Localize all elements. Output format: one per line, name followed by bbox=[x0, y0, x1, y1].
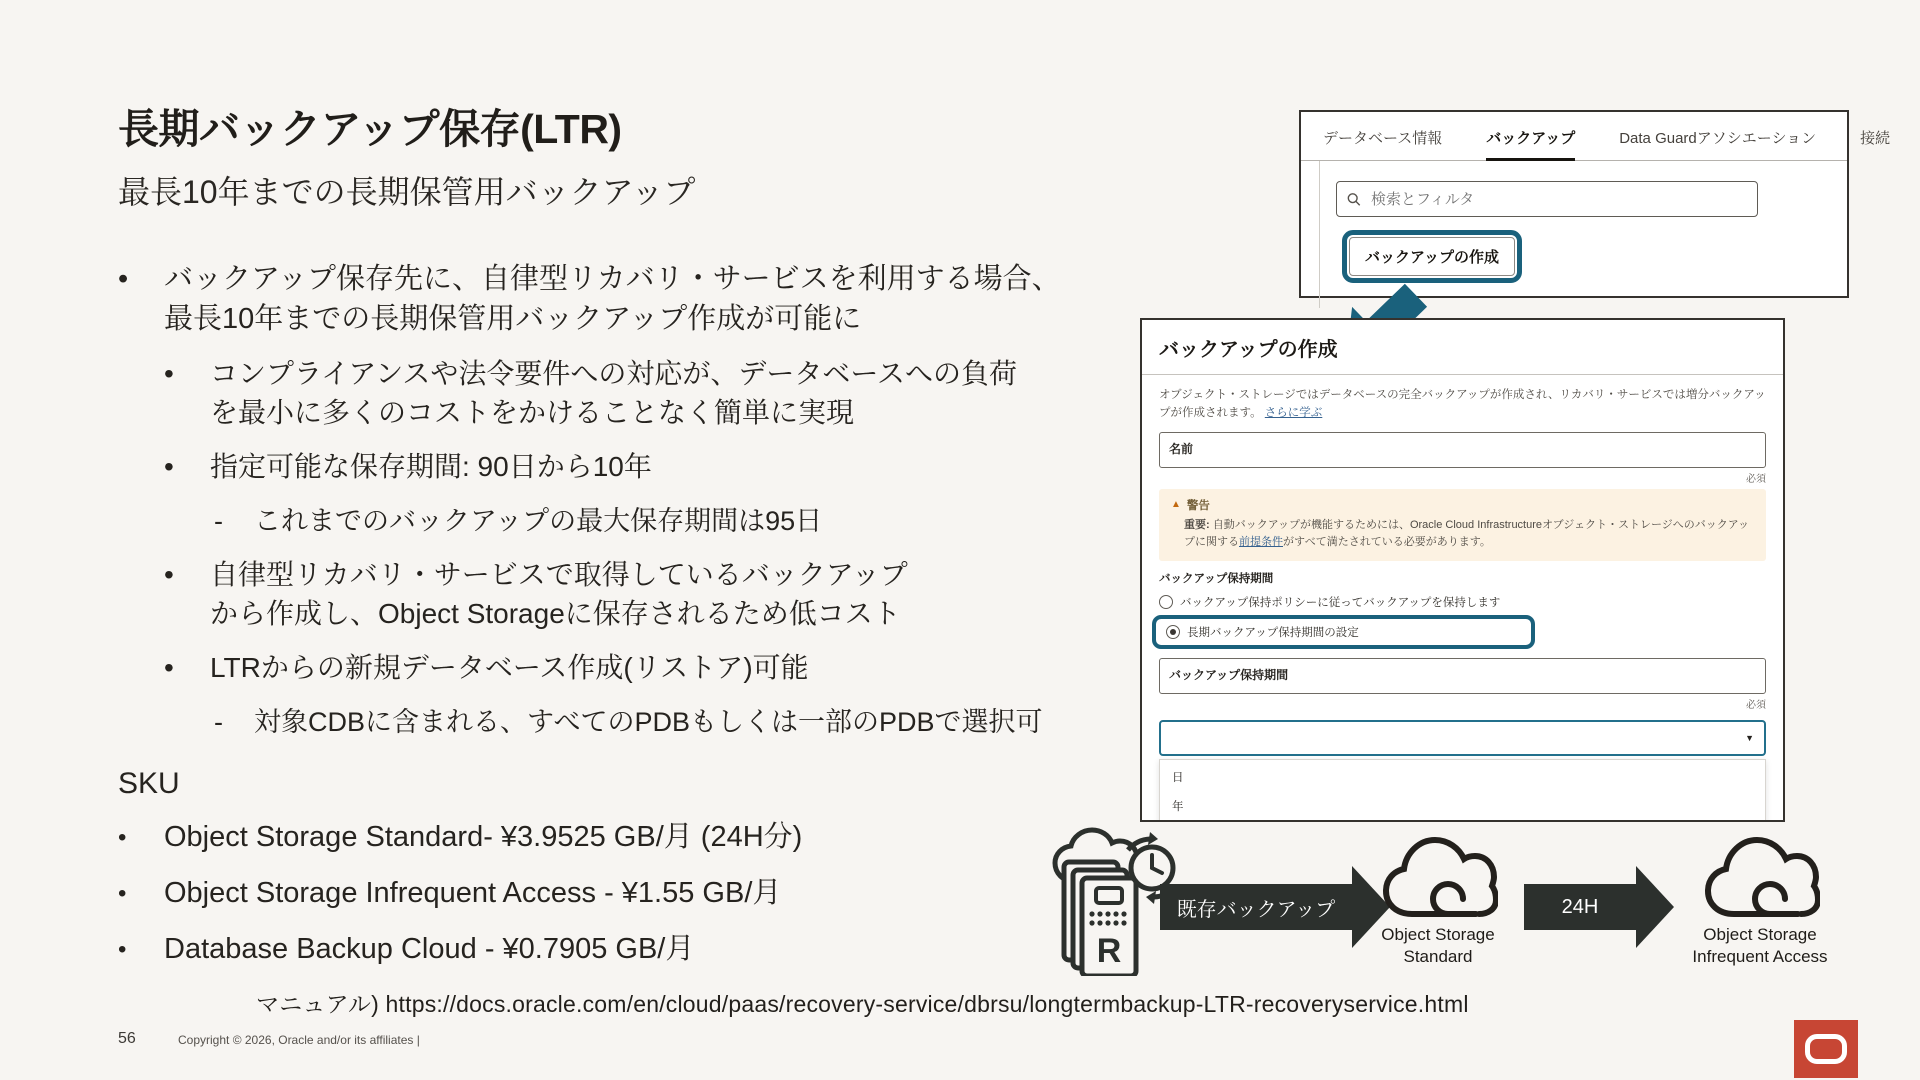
tab-database-info[interactable]: データベース情報 bbox=[1323, 130, 1443, 147]
warning-body: 重要: 自動バックアップが機能するためには、Oracle Cloud Infrastructureオブジェクト・ストレージへのバックアップに関する前提条件がすべて満たされている必要があります。 bbox=[1184, 518, 1750, 549]
bullet-marker: • bbox=[164, 559, 174, 591]
radio-retention-policy[interactable] bbox=[1159, 594, 1766, 610]
page-subtitle: 最長10年までの長期保管用バックアップ bbox=[118, 174, 696, 210]
tab-data-guard[interactable]: Data Guardアソシエーション bbox=[1619, 130, 1817, 147]
bullet-list bbox=[118, 259, 1128, 741]
search-icon bbox=[1347, 192, 1361, 207]
flow-arrow-24h bbox=[1524, 866, 1674, 948]
dialog-intro: オブジェクト・ストレージではデータベースの完全バックアップが作成され、リカバリ・サービスでは増分バックアップが作成されます。 さらに学ぶ bbox=[1159, 389, 1766, 420]
dialog-title: バックアップの作成 bbox=[1142, 320, 1783, 375]
dialog-body bbox=[1142, 375, 1783, 822]
tab-connection[interactable]: 接続 bbox=[1860, 130, 1891, 147]
prerequisites-link[interactable]: 前提条件 bbox=[1239, 536, 1283, 549]
list-item bbox=[214, 503, 1128, 540]
unit-dropdown-menu bbox=[1159, 759, 1766, 822]
radio-selected-icon[interactable] bbox=[1166, 625, 1180, 639]
sku-item bbox=[118, 931, 1128, 969]
warning-important: 重要: bbox=[1184, 518, 1210, 531]
bullet-text: LTRからの新規データベース作成(リストア)可能 bbox=[210, 652, 809, 684]
bullet-marker: • bbox=[118, 935, 127, 963]
highlight-box bbox=[1342, 230, 1522, 283]
arrow-label: 24H bbox=[1524, 884, 1636, 930]
tab-backup[interactable]: バックアップ bbox=[1486, 127, 1575, 148]
bullet-text: 指定可能な保存期間: 90日から10年 bbox=[210, 451, 652, 483]
dash-marker: - bbox=[214, 505, 223, 536]
warning-banner bbox=[1159, 489, 1766, 561]
bullet-marker: • bbox=[118, 824, 127, 852]
bullet-text: これまでのバックアップの最大保存期間は95日 bbox=[254, 505, 823, 536]
learn-more-link[interactable]: さらに学ぶ bbox=[1264, 407, 1323, 420]
list-item bbox=[164, 556, 1128, 633]
chevron-down-icon: ▼ bbox=[1745, 732, 1754, 743]
sku-text: Object Storage Infrequent Access - ¥1.55 GB/月 bbox=[164, 876, 782, 909]
bullet-marker: • bbox=[118, 879, 127, 907]
bullet-marker: • bbox=[164, 451, 174, 483]
warning-header bbox=[1171, 497, 1754, 513]
highlight-box bbox=[1152, 615, 1535, 649]
page-number: 56 bbox=[118, 1030, 136, 1047]
svg-text:R: R bbox=[1096, 932, 1122, 970]
object-storage-standard-label: Object Storage Standard bbox=[1381, 925, 1495, 967]
sku-item bbox=[118, 819, 1128, 857]
list-item bbox=[164, 649, 1128, 688]
oci-console-screenshot bbox=[1299, 110, 1891, 298]
bullet-text: 対象CDBに含まれる、すべてのPDBもしくは一部のPDBで選択可 bbox=[254, 707, 1043, 738]
bullet-text: バックアップ保存先に、自律型リカバリ・サービスを利用する場合、 最長10年までの長期保管用バックアップ作成が可能に bbox=[164, 263, 1061, 336]
create-backup-dialog bbox=[1140, 318, 1785, 822]
warning-title: 警告 bbox=[1186, 499, 1210, 512]
page-title: 長期バックアップ保存(LTR) bbox=[118, 106, 622, 152]
dash-marker: - bbox=[214, 707, 223, 738]
oracle-logo bbox=[1794, 1020, 1858, 1078]
tab-bar bbox=[1301, 112, 1891, 161]
radio-ltr-retention[interactable] bbox=[1166, 624, 1521, 640]
radio-icon[interactable] bbox=[1159, 595, 1173, 609]
bullet-text: コンプライアンスや法令要件への対応が、データベースへの負荷 を最小に多くのコストをかけることなく簡単に実現 bbox=[210, 358, 1017, 428]
search-input[interactable] bbox=[1369, 190, 1747, 209]
sku-text: Object Storage Standard- ¥3.9525 GB/月 (24H分) bbox=[164, 821, 803, 854]
sku-text: Database Backup Cloud - ¥0.7905 GB/月 bbox=[164, 932, 695, 965]
list-item bbox=[164, 355, 1128, 432]
radio-label: 長期バックアップ保持期間の設定 bbox=[1187, 626, 1359, 639]
list-item bbox=[164, 448, 1128, 487]
oracle-o-icon bbox=[1805, 1034, 1847, 1064]
object-storage-standard-cloud-icon bbox=[1378, 832, 1498, 922]
menu-option-day[interactable]: 日 bbox=[1172, 771, 1184, 784]
list-item bbox=[214, 704, 1128, 741]
arrow-label: 既存バックアップ bbox=[1160, 884, 1352, 930]
required-label: 必須 bbox=[1746, 699, 1766, 711]
copyright: Copyright © 2026, Oracle and/or its affiliates | bbox=[178, 1033, 420, 1047]
warning-triangle-icon: ▲ bbox=[1171, 499, 1181, 511]
object-storage-infrequent-cloud-icon bbox=[1700, 832, 1820, 922]
retention-field-label: バックアップ保持期間 bbox=[1169, 667, 1289, 682]
name-field-label: 名前 bbox=[1169, 441, 1194, 456]
list-item bbox=[118, 259, 1128, 339]
retention-section-label: バックアップ保持期間 bbox=[1159, 572, 1274, 585]
object-storage-infrequent-label: Object Storage Infrequent Access bbox=[1692, 925, 1828, 967]
manual-url: マニュアル) https://docs.oracle.com/en/cloud/paas/recovery-service/dbrsu/longtermbackup-LTR-recoveryservice.html bbox=[256, 991, 1469, 1017]
sku-item bbox=[118, 875, 1128, 913]
required-label: 必須 bbox=[1746, 473, 1766, 485]
bullet-marker: • bbox=[118, 263, 129, 295]
menu-option-year[interactable]: 年 bbox=[1172, 800, 1184, 813]
sku-heading: SKU bbox=[118, 767, 180, 801]
create-backup-button[interactable]: バックアップの作成 bbox=[1349, 237, 1515, 276]
bullet-marker: • bbox=[164, 358, 174, 390]
search-box[interactable] bbox=[1336, 181, 1758, 217]
bullet-text: 自律型リカバリ・サービスで取得しているバックアップ から作成し、Object Storageに保存されるため低コスト bbox=[210, 559, 908, 629]
radio-label: バックアップ保持ポリシーに従ってバックアップを保持します bbox=[1180, 596, 1501, 609]
retention-period-field[interactable] bbox=[1159, 658, 1766, 694]
unit-select[interactable] bbox=[1159, 720, 1766, 756]
bullet-marker: • bbox=[164, 652, 174, 684]
name-field[interactable] bbox=[1159, 432, 1766, 468]
left-column bbox=[118, 96, 1128, 968]
